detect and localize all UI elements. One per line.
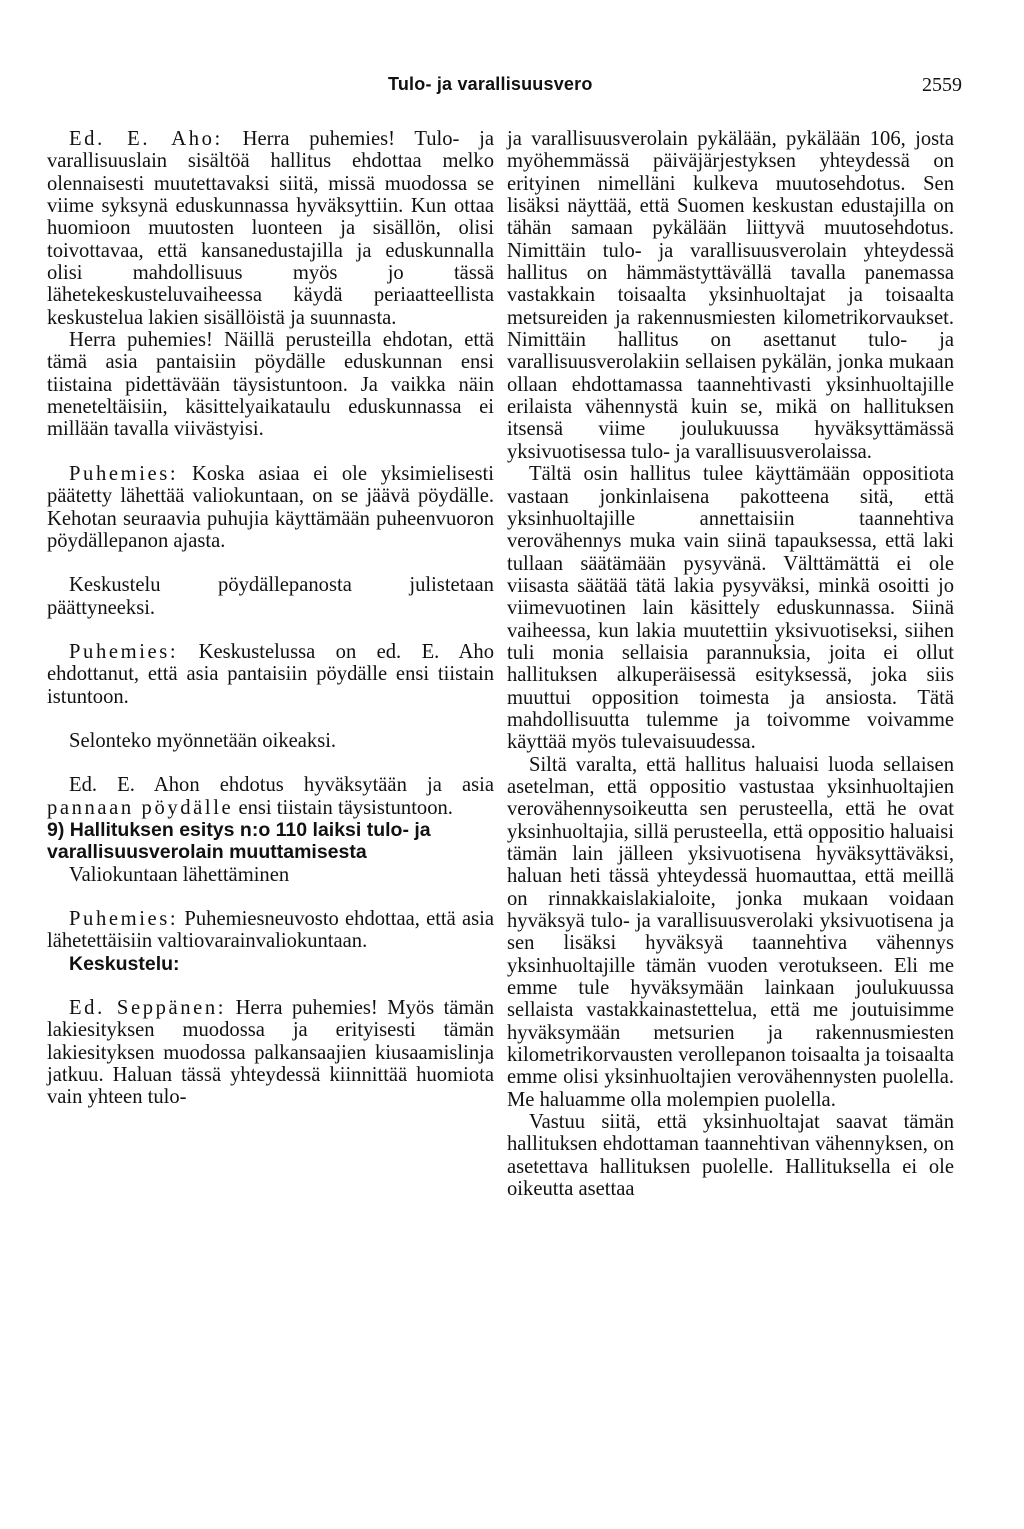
decision-lead: Ed. E. Ahon ehdotus hyväksytään ja asia bbox=[69, 774, 494, 797]
speaker-turn-puhemies-3 bbox=[47, 908, 494, 953]
page-number: 2559 bbox=[922, 74, 962, 96]
decision-rest: ensi tiistain täysistuntoon. bbox=[238, 796, 453, 819]
note-word: pöydällepanosta bbox=[218, 574, 352, 597]
speech-text: Herra puhemies! Myös tämän lakiesityksen muodossa ja erityisesti tämän lakiesityksen muodossa palkansaajien kiusaamislinja jatkuu. Haluan tässä yhteydessä kiinnittää huomiota vain yhteen tulo- bbox=[47, 997, 494, 1109]
subheading: Valiokuntaan lähettäminen bbox=[69, 863, 290, 886]
right-paragraph-3: Siltä varalta, että hallitus haluaisi luoda sellaisen asetelman, että oppositio vastustaa yksinhuoltajien verovähennysoikeutta sen perusteella, että he ovat yksinhuoltajia, sillä perusteella, että oppositio haluaisi tämän lain jälleen yksivuotisena hyväksyttäväksi, haluan heti tässä yhteydessä huomauttaa, että meillä on rinnakkaislakialoite, jonka mukaan voidaan hyväksyä tulo- ja varallisuusverolaki yksivuotisena ja sen lisäksi hyväksyä taannehtiva vähennys yksinhuoltajille tämän vuoden verotukseen. Eli me emme tule hyväksymään lainkaan joulukuussa sellaista vastakkainastettelua, että me joutuisimme hyväksymään metsurien ja rakennusmiesten kilometrikorvausten verollepanon toisaalta ja toisaalta emme olisi yksinhuoltajien verovähennysten puolella. Me haluamme olla molempien puolella. bbox=[507, 753, 954, 1111]
minutes-approved-note: Selonteko myönnetään oikeaksi. bbox=[69, 729, 337, 752]
section-heading: 9) Hallituksen esitys n:o 110 laiksi tulo- ja varallisuusverolain muuttamisesta bbox=[47, 818, 431, 864]
decision-spaced: pannaan pöydälle bbox=[47, 796, 234, 819]
right-paragraph-2: Tältä osin hallitus tulee käyttämään oppositiota vastaan jonkinlaisena pakotteena sitä, että yksinhuoltajille annettaisiin taannehtiva verovähennys muka vain siinä tapauksessa, että laki tullaan säätämään pysyvänä. Välttämättä ei ole viisasta säätää tätä lakia pysyväksi, minkä osoitti jo viimevuotinen lain käsittely eduskunnassa. Siinä vaiheessa, kun lakia muutettiin yksivuotiseksi, siihen tuli monia sellaisia parannuksia, joita ei ollut hallituksen alkuperäisessä esityksessä, joka siis muuttui opposition toimesta ja ansiosta. Tätä mahdollisuutta tulemme ja toivomme voivamme käyttää myös tulevaisuudessa. bbox=[507, 463, 954, 754]
speaker-name: Puhemies: bbox=[69, 462, 179, 485]
discussion-closed-note bbox=[47, 574, 494, 619]
speech-text: Herra puhemies! Tulo- ja varallisuuslain sisältöä hallitus ehdottaa melko olennaisesti muutettavaksi siitä, missä muodossa se viime syksynä eduskunnassa hyväksyttiin. Kun ottaa huomioon muutosten luonteen ja sisällön, olisi toivottavaa, että kansanedustajilla ja eduskunnalla olisi mahdollisuus myös jo tässä lähetekeskusteluvaiheessa käydä periaatteellista keskustelua lakien sisällöistä ja suunnasta. bbox=[47, 128, 494, 329]
speech-text: Keskustelussa on ed. E. Aho ehdottanut, että asia pantaisiin pöydälle ensi tiistain istuntoon. bbox=[47, 640, 494, 708]
speech-text: Koska asiaa ei ole yksimielisesti päätetty lähettää valiokuntaan, on se jäävä pöydälle. Kehotan seuraavia puhujia käyttämään puheenvuoron pöydällepanon ajasta. bbox=[47, 462, 494, 552]
speaker-turn-seppanen bbox=[47, 997, 494, 1109]
note-word: Keskustelu bbox=[69, 574, 161, 597]
aho-speech-paragraph-1 bbox=[47, 128, 494, 329]
speech-text: Puhemiesneuvosto ehdottaa, että asia lähetettäisiin valtiovarainvaliokuntaan. bbox=[47, 907, 494, 953]
right-column bbox=[507, 128, 954, 1201]
speaker-name: Puhemies: bbox=[69, 907, 179, 930]
speaker-name: Ed. E. Aho: bbox=[69, 128, 223, 150]
speaker-turn-puhemies-2 bbox=[47, 641, 494, 708]
note-word: julistetaan bbox=[409, 574, 494, 597]
speaker-name: Puhemies: bbox=[69, 640, 179, 663]
speaker-turn-puhemies-1 bbox=[47, 463, 494, 552]
running-title: Tulo- ja varallisuusvero bbox=[388, 74, 593, 94]
decision-note bbox=[47, 774, 494, 819]
left-column bbox=[47, 128, 494, 1109]
aho-speech-paragraph-2: Herra puhemies! Näillä perusteilla ehdotan, että tämä asia pantaisiin pöydälle eduskunnan ensi tiistaina pidettävään täysistuntoon. Ja vaikka näin meneteltäisiin, käsittelyaikataulu eduskunnassa ei millään tavalla viivästyisi. bbox=[47, 329, 494, 441]
right-paragraph-1: ja varallisuusverolain pykälään, pykälään 106, josta myöhemmässä päiväjärjestyksen yhteydessä on erityinen nimelläni kulkeva muutosehdotus. Sen lisäksi näyttää, että Suomen keskustan edustajilla on tähän samaan pykälään liittyvä muutosehdotus. Nimittäin tulo- ja varallisuusverolain yhteydessä hallitus on hämmästyttävällä tavalla panemassa vastakkain toisaalta yksinhuoltajat ja toisaalta metsureiden ja rakennusmiesten kilometrikorvaukset. Nimittäin hallitus on asettanut tulo- ja varallisuusverolakiin sellaisen pykälän, jonka mukaan ollaan ehdottamassa taannehtivasti yksinhuoltajille erilaista vähennystä kuin se, mikä on hallituksen itsensä viime joulukuussa hyväksyttämässä yksivuotisessa tulo- ja varallisuusverolaissa. bbox=[507, 128, 954, 463]
speaker-name: Ed. Seppänen: bbox=[69, 997, 227, 1019]
page-header bbox=[0, 74, 1024, 102]
note-word: päättyneeksi. bbox=[47, 596, 156, 619]
discussion-label: Keskustelu: bbox=[69, 952, 180, 975]
right-paragraph-4: Vastuu siitä, että yksinhuoltajat saavat tämän hallituksen ehdottaman taannehtivan vähennyksen, on asetettava hallituksen puolelle. Hallituksella ei ole oikeutta asettaa bbox=[507, 1111, 954, 1201]
